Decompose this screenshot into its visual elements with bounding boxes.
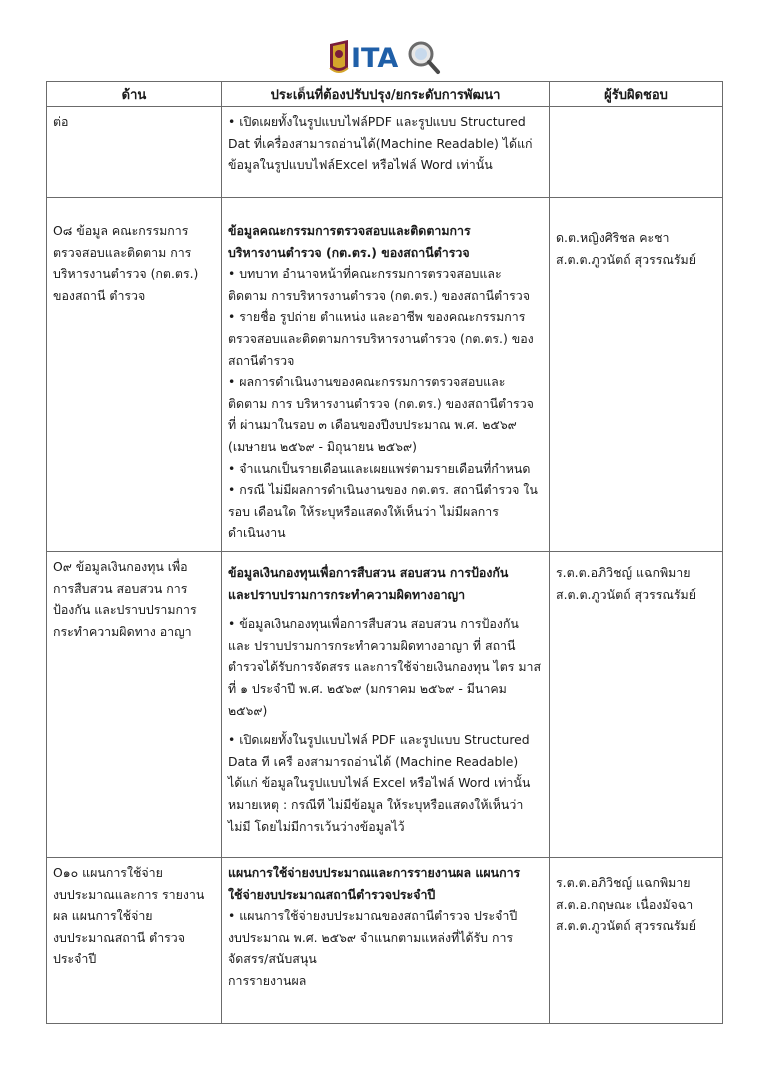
- topic-line: ประจำปี: [53, 951, 97, 967]
- column-header-responsible: ผู้รับผิดชอบ: [550, 82, 723, 107]
- issue-title-line: บริหารงานตำรวจ (กต.ตร.) ของสถานีตำรวจ: [228, 244, 470, 260]
- table-header-row: [47, 82, 723, 107]
- issue-line: • แผนการใช้จ่ายงบประมาณของสถานีตำรวจ ประจำปี: [228, 908, 518, 924]
- issue-line: • กรณี ไม่มีผลการดำเนินงานของ กต.ตร. สถานีตำรวจ ใน: [228, 482, 538, 498]
- issue-line: • ผลการดำเนินงานของคณะกรรมการตรวจสอบและ: [228, 374, 506, 390]
- table-row: [47, 107, 723, 198]
- responsible-person: ร.ต.ต.อภิวิชญ์ แฉกพิมาย: [556, 565, 691, 580]
- responsible-cell: [550, 198, 723, 552]
- responsible-cell: [550, 107, 723, 198]
- issue-line: ตรวจสอบและติดตามการบริหารงานตำรวจ (กต.ตร.) ของ: [228, 330, 534, 346]
- paragraph-gap: [228, 721, 543, 729]
- issue-line: ติดตาม การ บริหารงานตำรวจ (กต.ตร.) ของสถานีตำรวจ: [228, 395, 534, 411]
- topic-cell: [47, 552, 222, 858]
- issue-line: การรายงานผล: [228, 972, 307, 988]
- issue-line: Data ที เครื องสามารถอ่านได้ (Machine Readable): [228, 753, 519, 769]
- issue-line: ได้แก่ ข้อมูลในรูปแบบไฟล์ Excel หรือไฟล์ Word เท่านั้น: [228, 775, 531, 791]
- issue-line: ข้อมูลในรูปแบบไฟล์Excel หรือไฟล์ Word เท่านั้น: [228, 157, 493, 173]
- topic-line: ตรวจสอบและติดตาม การ: [53, 244, 192, 260]
- issue-line: ที่ ผ่านมาในรอบ ๓ เดือนของปีงบประมาณ พ.ศ. ๒๕๖๙: [228, 417, 517, 433]
- issue-line: งบประมาณ พ.ศ. ๒๕๖๙ จำแนกตามแหล่งที่ได้รับ การ: [228, 929, 514, 945]
- paragraph-gap: [228, 605, 543, 613]
- svg-text:ITA: ITA: [351, 43, 399, 74]
- topic-cell: [47, 198, 222, 552]
- topic-line: O๘ ข้อมูล คณะกรรมการ: [53, 223, 189, 238]
- issue-line: ๒๕๖๙): [228, 702, 268, 718]
- table-row: [47, 198, 723, 552]
- table-row: [47, 552, 723, 858]
- issue-title-line: และปราบปรามการกระทำความผิดทางอาญา: [228, 586, 466, 602]
- issue-line: ติดตาม การบริหารงานตำรวจ (กต.ตร.) ของสถานีตำรวจ: [228, 287, 530, 303]
- issues-cell: [222, 552, 550, 858]
- improvement-table: [46, 81, 723, 1024]
- topic-line: กระทำความผิดทาง อาญา: [53, 623, 192, 639]
- topic-line: O๙ ข้อมูลเงินกองทุน เพื่อ: [53, 559, 188, 574]
- responsible-cell: [550, 858, 723, 1024]
- column-header-issues: ประเด็นที่ต้องปรับปรุง/ยกระดับการพัฒนา: [222, 82, 550, 107]
- issue-line: จัดสรร/สนับสนุน: [228, 951, 317, 967]
- issue-line: • ข้อมูลเงินกองทุนเพื่อการสืบสวน สอบสวน การป้องกัน: [228, 616, 519, 632]
- issue-line: (เมษายน ๒๕๖๙ - มิถุนายน ๒๕๖๙): [228, 438, 417, 454]
- issue-line: • จำแนกเป็นรายเดือนและเผยแพร่ตามรายเดือนที่กำหนด: [228, 460, 531, 476]
- ita-logo: [326, 34, 442, 78]
- issue-line: และ ปราบปรามการกระทำความผิดทางอาญา ที่ สถานี: [228, 637, 516, 653]
- responsible-person: ส.ต.ต.ภูวนัตถ์ สุวรรณรัมย์: [556, 918, 696, 934]
- topic-line: การสืบสวน สอบสวน การ: [53, 580, 188, 596]
- issue-line: • เปิดเผยทั้งในรูปแบบไฟล์ PDF และรูปแบบ Structured: [228, 732, 530, 748]
- topic-line: บริหารงานตำรวจ (กต.ตร.): [53, 266, 199, 282]
- table-row: [47, 858, 723, 1024]
- topic-line: ผล แผนการใช้จ่าย: [53, 908, 153, 924]
- responsible-person: ด.ต.หญิงศิริชล คะชา: [556, 230, 670, 245]
- issue-title-line: ข้อมูลเงินกองทุนเพื่อการสืบสวน สอบสวน การป้องกัน: [228, 565, 509, 580]
- issues-cell: [222, 107, 550, 198]
- issue-line: ไม่มี โดยไม่มีการเว้นว่างข้อมูลไว้: [228, 818, 405, 834]
- topic-line: ป้องกัน และปราบปรามการ: [53, 602, 197, 618]
- topic-line: O๑๐ แผนการใช้จ่าย: [53, 865, 163, 880]
- issue-line: สถานีตำรวจ: [228, 352, 295, 368]
- issue-line: • เปิดเผยทั้งในรูปแบบไฟล์PDF และรูปแบบ Structured: [228, 114, 526, 129]
- column-header-topic: ด้าน: [47, 82, 222, 107]
- responsible-person: ส.ต.ต.ภูวนัตถ์ สุวรรณรัมย์: [556, 586, 696, 602]
- issue-line: ดำเนินงาน: [228, 525, 286, 541]
- responsible-cell: [550, 552, 723, 858]
- issue-line: ที่ ๑ ประจำปี พ.ศ. ๒๕๖๙ (มกราคม ๒๕๖๙ - มีนาคม: [228, 680, 507, 696]
- responsible-person: ส.ต.ต.ภูวนัตถ์ สุวรรณรัมย์: [556, 251, 696, 267]
- topic-line: งบประมาณและการ รายงาน: [53, 886, 205, 902]
- issue-line: ตำรวจได้รับการจัดสรร และการใช้จ่ายเงินกองทุน ไตร มาส: [228, 659, 542, 675]
- issue-line: หมายเหตุ : กรณีที ไม่มีข้อมูล ให้ระบุหรือแสดงให้เห็นว่า: [228, 796, 524, 812]
- topic-line: งบประมาณสถานี ตำรวจ: [53, 929, 186, 945]
- responsible-person: ร.ต.ต.อภิวิชญ์ แฉกพิมาย: [556, 875, 691, 890]
- issues-cell: [222, 858, 550, 1024]
- topic-cell: [47, 107, 222, 198]
- issue-title-line: ข้อมูลคณะกรรมการตรวจสอบและติดตามการ: [228, 223, 471, 238]
- topic-line: ของสถานี ตำรวจ: [53, 287, 146, 303]
- issue-line: รอบ เดือนใด ให้ระบุหรือแสดงให้เห็นว่า ไม่มีผลการ: [228, 503, 499, 519]
- issue-title-line: แผนการใช้จ่ายงบประมาณและการรายงานผล แผนการ: [228, 865, 521, 880]
- responsible-person: ส.ต.อ.กฤษณะ เนื่องมัจฉา: [556, 896, 694, 912]
- issues-cell: [222, 198, 550, 552]
- issue-line: Dat ที่เครื่องสามารถอ่านได้(Machine Readable) ได้แก่: [228, 135, 533, 151]
- issue-line: • บทบาท อำนาจหน้าที่คณะกรรมการตรวจสอบและ: [228, 266, 502, 282]
- topic-line: ต่อ: [53, 114, 69, 129]
- issue-line: • รายชื่อ รูปถ่าย ตำแหน่ง และอาชีพ ของคณะกรรมการ: [228, 309, 526, 325]
- issue-title-line: ใช้จ่ายงบประมาณสถานีตำรวจประจำปี: [228, 886, 436, 902]
- topic-cell: [47, 858, 222, 1024]
